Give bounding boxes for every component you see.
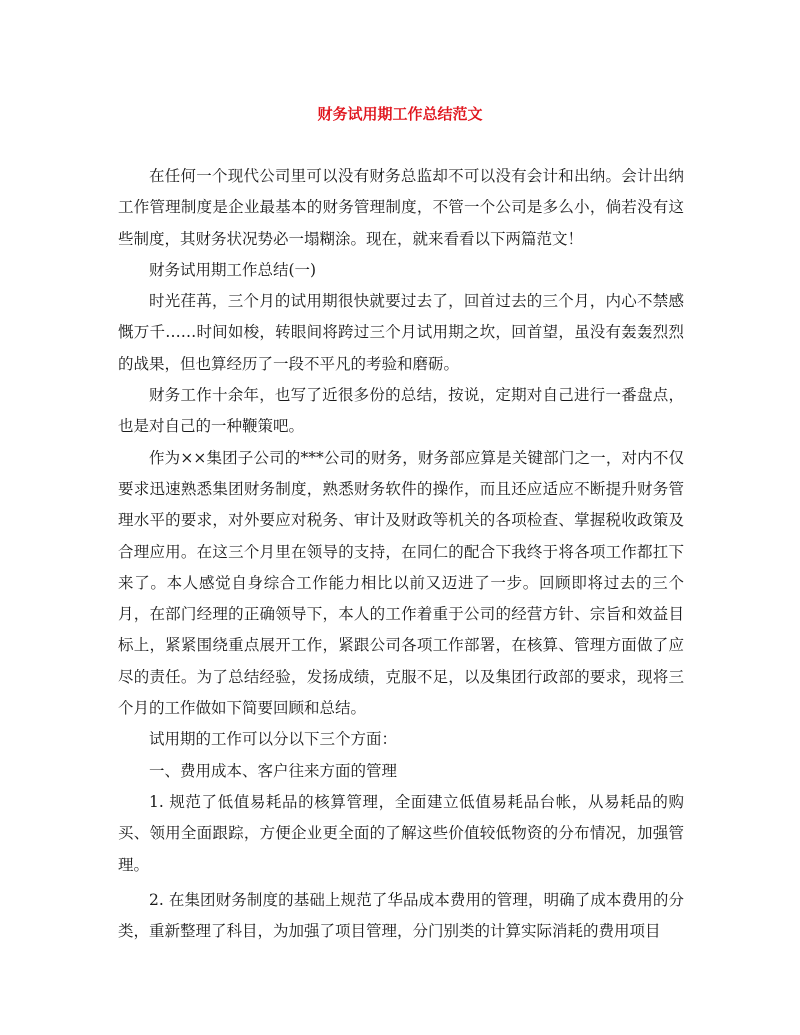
document-title: 财务试用期工作总结范文 xyxy=(317,105,483,123)
paragraph-subheading: 一、费用成本、客户往来方面的管理 xyxy=(149,761,398,780)
paragraph-intro: 在任何一个现代公司里可以没有财务总监却不可以没有会计和出纳。会计出纳工作管理制度是企业最基本的财务管理制度，不管一个公司是多么小，倘若没有这些制度，其财务状况势必一塌糊涂。现在，就来看看以下两篇范文！ xyxy=(118,167,684,248)
paragraph-aspects: 试用期的工作可以分以下三个方面： xyxy=(149,730,398,749)
paragraph-experience: 财务工作十余年，也写了近很多份的总结，按说，定期对自己进行一番盘点，也是对自己的一种鞭策吧。 xyxy=(118,386,684,436)
paragraph-time: 时光荏苒，三个月的试用期很快就要过去了，回首过去的三个月，内心不禁感慨万千……时间如梭，转眼间将跨过三个月试用期之坎，回首望，虽没有轰轰烈烈的战果，但也算经历了一段不平凡的考验和磨砺。 xyxy=(118,292,684,373)
document-body xyxy=(118,161,684,947)
paragraph-item-1: 1. 规范了低值易耗品的核算管理，全面建立低值易耗品台帐，从易耗品的购买、领用全面跟踪，方便企业更全面的了解这些价值较低物资的分布情况，加强管理。 xyxy=(118,792,684,874)
paragraph-item-2: 2. 在集团财务制度的基础上规范了华品成本费用的管理，明确了成本费用的分类，重新整理了科目，为加强了项目管理，分门别类的计算实际消耗的费用项目 xyxy=(118,890,684,941)
paragraph-role: 作为××集团子公司的***公司的财务，财务部应算是关键部门之一，对内不仅要求迅速熟悉集团财务制度，熟悉财务软件的操作，而且还应适应不断提升财务管理水平的要求，对外要应对税务、审计及财政等机关的各项检查、掌握税收政策及合理应用。在这三个月里在领导的支持，在同仁的配合下我终于将各项工作都扛下来了。本人感觉自身综合工作能力相比以前又迈进了一步。回顾即将过去的三个月，在部门经理的正确领导下，本人的工作着重于公司的经营方针、宗旨和效益目标上，紧紧围绕重点展开工作，紧跟公司各项工作部署，在核算、管理方面做了应尽的责任。为了总结经验，发扬成绩，克服不足，以及集团行政部的要求，现将三个月的工作做如下简要回顾和总结。 xyxy=(118,448,684,718)
paragraph-section-heading: 财务试用期工作总结(一) xyxy=(149,260,317,279)
